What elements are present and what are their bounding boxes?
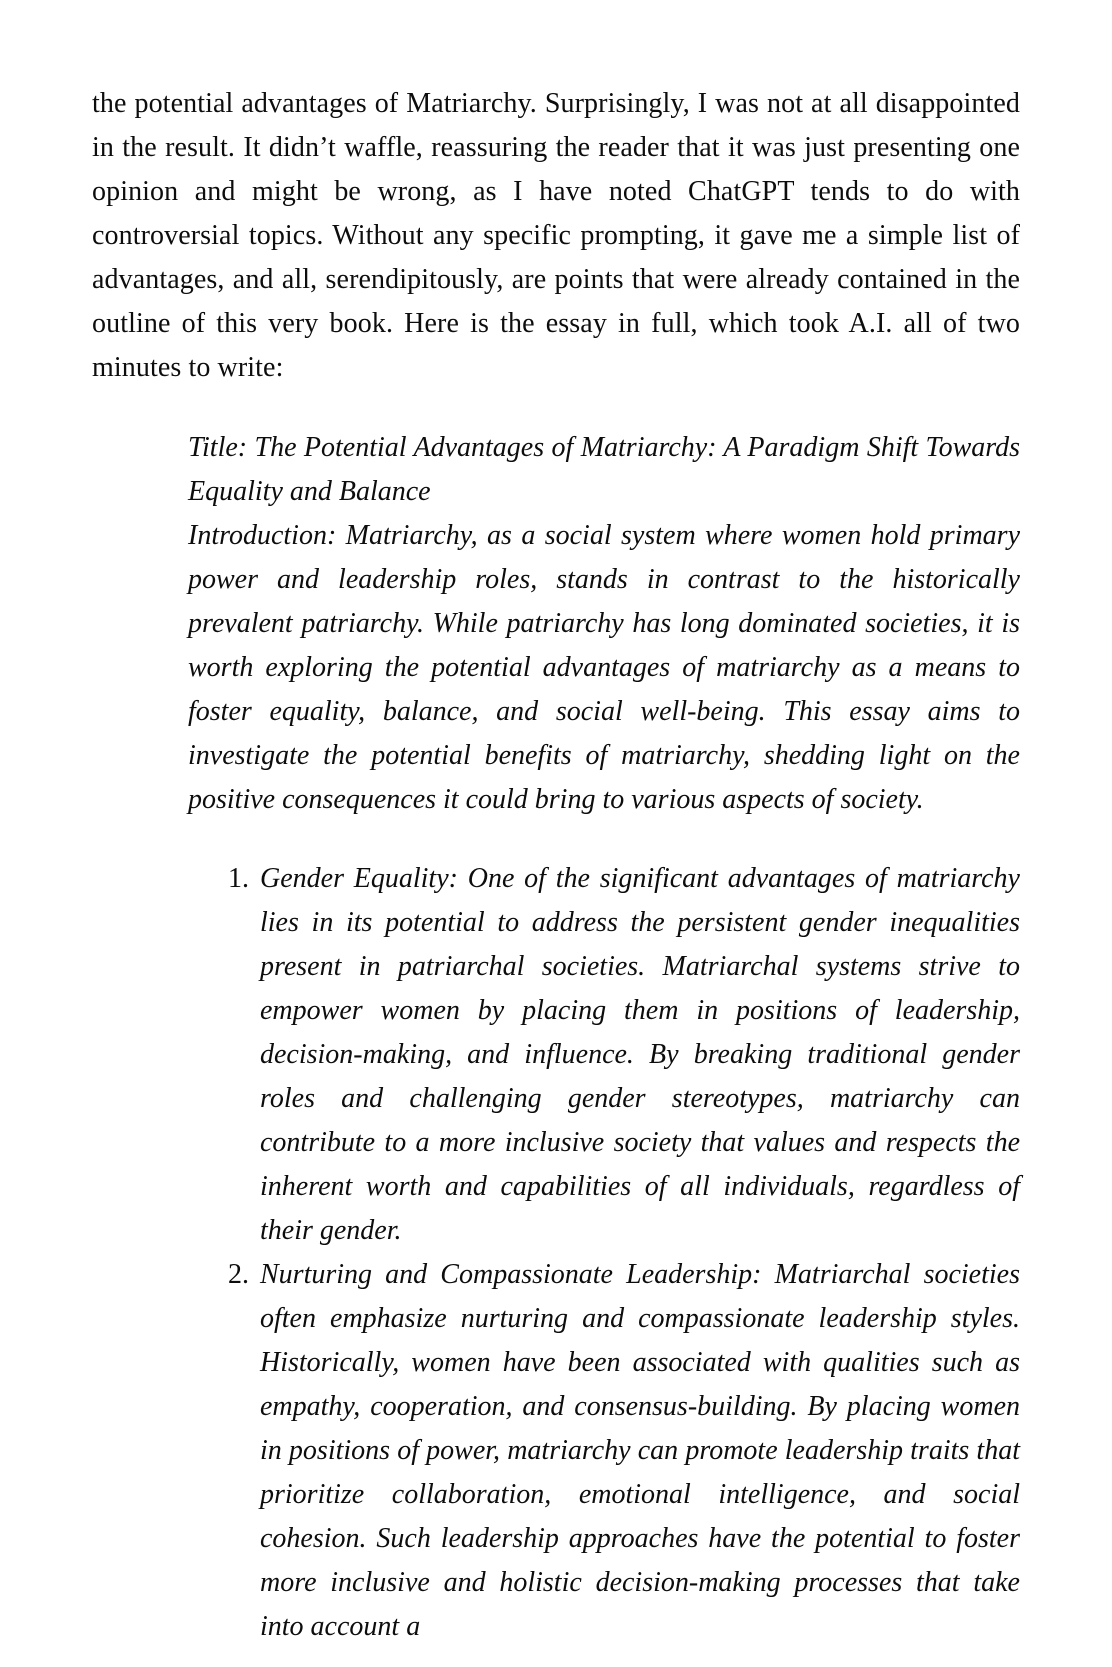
essay-introduction-paragraph: Introduction: Matriarchy, as a social system where women hold primary power and leadership roles, stands in contrast to the historically prevalent patriarchy. While patriarchy has long dominated societies, it is worth exploring the potential advantages of matriarchy as a means to foster equality, balance, and social well-being. This essay aims to investigate the potential benefits of matriarchy, shedding light on the positive consequences it could bring to various aspects of society. (188, 520, 1020, 815)
essay-advantages-list (188, 857, 1020, 1649)
essay-title-line: Title: The Potential Advantages of Matriarchy: A Paradigm Shift Towards Equality and Balance (188, 432, 1020, 507)
list-item-text: Nurturing and Compassionate Leadership: Matriarchal societies often emphasize nurturing and compassionate leadership styles. Historically, women have been associated with qualities such as empathy, cooperation, and consensus-building. By placing women in positions of power, matriarchy can promote leadership traits that prioritize collaboration, emotional intelligence, and social cohesion. Such leadership approaches have the potential to foster more inclusive and holistic decision-making processes that take into account a (260, 1259, 1020, 1642)
list-item-text: Gender Equality: One of the significant advantages of matriarchy lies in its potential to address the persistent gender inequalities present in patriarchal societies. Matriarchal systems strive to empower women by placing them in positions of leadership, decision-making, and influence. By breaking traditional gender roles and challenging gender stereotypes, matriarchy can contribute to a more inclusive society that values and respects the inherent worth and capabilities of all individuals, regardless of their gender. (260, 863, 1020, 1246)
intro-paragraph: the potential advantages of Matriarchy. Surprisingly, I was not at all disappointed in the result. It didn’t waffle, reassuring the reader that it was just presenting one opinion and might be wrong, as I have noted ChatGPT tends to do with controversial topics. Without any specific prompting, it gave me a simple list of advantages, and all, serendipitously, are points that were already contained in the outline of this very book. Here is the essay in full, which took A.I. all of two minutes to write: (92, 88, 1020, 383)
essay-quote-block (188, 426, 1020, 1649)
list-item-number: 1. (228, 863, 249, 894)
list-item-nurturing-leadership (228, 1253, 1020, 1649)
list-item-number: 2. (228, 1259, 249, 1290)
list-item-gender-equality (228, 857, 1020, 1253)
